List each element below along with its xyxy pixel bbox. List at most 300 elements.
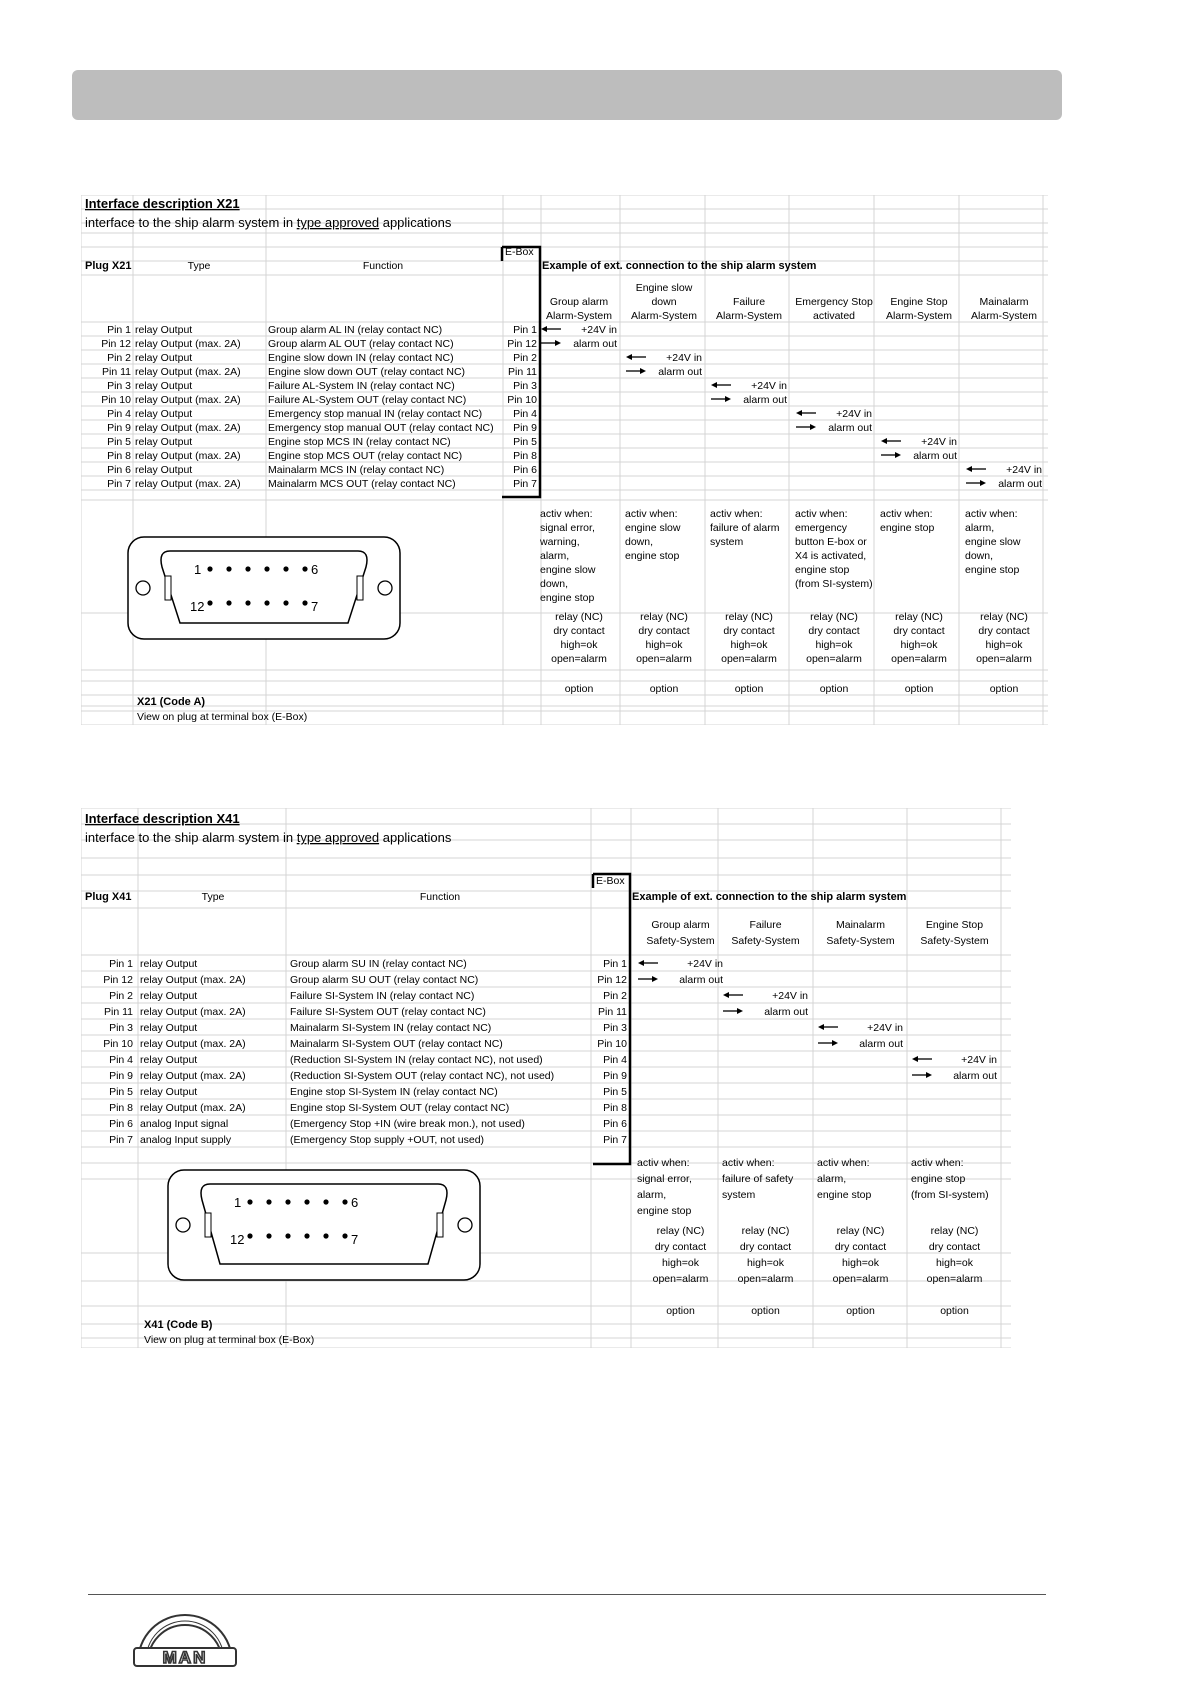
connector-code: X21 (Code A) (137, 696, 206, 708)
relay-text: open=alarm (926, 1273, 983, 1285)
row-pin: Pin 3 (107, 380, 131, 392)
activ-text: engine stop (880, 522, 935, 534)
row-function: (Emergency Stop +IN (wire break mon.), not used) (290, 1118, 525, 1130)
arrow-out-head (926, 1072, 932, 1078)
activ-text: failure of alarm (710, 522, 780, 534)
row-pin: Pin 8 (109, 1102, 133, 1114)
row-function: Mainalarm SI-System OUT (relay contact NC) (290, 1038, 503, 1050)
activ-text: activ when: (637, 1157, 690, 1169)
row-function: Engine stop MCS IN (relay contact NC) (268, 436, 451, 448)
arrow-out-head (980, 480, 986, 486)
view-note: View on plug at terminal box (E-Box) (144, 1334, 315, 1346)
activ-text: engine slow (540, 564, 596, 576)
header-bar (72, 70, 1062, 120)
relay-text: dry contact (553, 625, 605, 637)
row-function: (Reduction SI-System IN (relay contact NC), not used) (290, 1054, 543, 1066)
activ-text: engine stop (817, 1189, 872, 1201)
ebox-label: E-Box (505, 246, 534, 258)
row-function: Emergency stop manual IN (relay contact NC) (268, 408, 483, 420)
subtitle-underlined: type approved (296, 830, 380, 845)
relay-text: open=alarm (832, 1273, 889, 1285)
relay-text: relay (NC) (656, 1225, 705, 1237)
relay-text: open=alarm (551, 653, 607, 665)
col-type-header: Type (187, 260, 211, 272)
relay-text: high=ok (645, 639, 683, 651)
relay-text: relay (NC) (725, 611, 773, 623)
arrow-in-head (912, 1056, 918, 1062)
row-type: relay Output (140, 990, 198, 1002)
relay-text: dry contact (893, 625, 945, 637)
row-function: Group alarm AL OUT (relay contact NC) (268, 338, 454, 350)
pin-label-1: 1 (234, 1195, 242, 1210)
row-ebox-pin: Pin 4 (513, 408, 537, 420)
activ-text: engine slow (965, 536, 1021, 548)
activ-text: signal error, (540, 522, 595, 534)
relay-text: dry contact (928, 1241, 981, 1253)
relay-text: relay (NC) (810, 611, 858, 623)
label-24v-in: +24V in (836, 408, 872, 420)
label-alarm-out: alarm out (913, 450, 957, 462)
row-pin: Pin 10 (103, 1038, 133, 1050)
row-pin: Pin 12 (101, 338, 131, 350)
row-function: Mainalarm MCS OUT (relay contact NC) (268, 478, 456, 490)
relay-text: relay (NC) (930, 1225, 979, 1237)
row-type: relay Output (max. 2A) (140, 1070, 246, 1082)
pin-dot (302, 600, 307, 605)
mount-hole-left (136, 581, 150, 595)
row-ebox-pin: Pin 11 (508, 366, 537, 378)
sheet-svg (81, 808, 1011, 1348)
row-type: relay Output (max. 2A) (135, 338, 241, 350)
row-type: relay Output (max. 2A) (140, 1102, 246, 1114)
label-alarm-out: alarm out (998, 478, 1042, 490)
relay-text: dry contact (654, 1241, 707, 1253)
pin-dot (245, 600, 250, 605)
pin-label-6: 6 (311, 562, 319, 577)
option-text: option (666, 1305, 695, 1317)
row-pin: Pin 1 (107, 324, 131, 336)
arrow-in-head (638, 960, 644, 966)
system-header: Emergency Stop (795, 296, 873, 308)
arrow-out-head (652, 976, 658, 982)
relay-text: high=ok (730, 639, 768, 651)
system-header: Safety-System (646, 935, 715, 947)
system-header: Alarm-System (716, 310, 782, 322)
system-header: down (651, 296, 677, 308)
row-function: Group alarm AL IN (relay contact NC) (268, 324, 443, 336)
subtitle-text: interface to the ship alarm system in (85, 830, 297, 845)
row-ebox-pin: Pin 6 (603, 1118, 627, 1130)
row-function: (Reduction SI-System OUT (relay contact NC), not used) (290, 1070, 555, 1082)
activ-text: alarm, (637, 1189, 667, 1201)
option-text: option (734, 683, 764, 695)
row-pin: Pin 7 (107, 478, 131, 490)
subtitle-text: applications (379, 215, 452, 230)
activ-text: system (722, 1189, 756, 1201)
man-logo (130, 1600, 240, 1680)
pin-dot (342, 1233, 347, 1238)
relay-text: high=ok (746, 1257, 785, 1269)
table-subtitle (85, 830, 452, 845)
row-type: relay Output (135, 352, 193, 364)
pin-dot (302, 566, 307, 571)
pin-label-12: 12 (190, 599, 205, 614)
pin-label-6: 6 (351, 1195, 359, 1210)
relay-text: relay (NC) (555, 611, 603, 623)
relay-text: high=ok (815, 639, 853, 651)
pin-dot (283, 600, 288, 605)
subtitle-text: interface to the ship alarm system in (85, 215, 297, 230)
row-type: relay Output (140, 1086, 198, 1098)
activ-text: engine stop (795, 564, 850, 576)
mount-hole-left (176, 1218, 190, 1232)
pin-dot (323, 1233, 328, 1238)
label-alarm-out: alarm out (743, 394, 787, 406)
sheet-svg (81, 195, 1048, 725)
pin-dot (247, 1233, 252, 1238)
option-text: option (940, 1305, 969, 1317)
label-24v-in: +24V in (751, 380, 787, 392)
label-alarm-out: alarm out (859, 1038, 903, 1050)
relay-text: high=ok (560, 639, 598, 651)
relay-text: relay (NC) (980, 611, 1028, 623)
pin-dot (266, 1233, 271, 1238)
pin-dot (285, 1199, 290, 1204)
col-plug-header: Plug X41 (85, 891, 132, 903)
arrow-in-head (541, 326, 547, 332)
activ-text: X4 is activated, (795, 550, 867, 562)
activ-text: engine slow (625, 522, 681, 534)
arrow-out-head (640, 368, 646, 374)
connector-drawing (128, 537, 400, 639)
relay-text: relay (NC) (895, 611, 943, 623)
row-ebox-pin: Pin 6 (513, 464, 537, 476)
label-alarm-out: alarm out (764, 1006, 808, 1018)
row-function: Failure AL-System OUT (relay contact NC) (268, 394, 467, 406)
pin-dot (304, 1233, 309, 1238)
row-type: relay Output (max. 2A) (135, 366, 241, 378)
row-type: relay Output (135, 408, 193, 420)
option-text: option (904, 683, 934, 695)
activ-text: activ when: (911, 1157, 964, 1169)
example-header: Example of ext. connection to the ship alarm system (542, 260, 817, 272)
pin-dot (266, 1199, 271, 1204)
row-ebox-pin: Pin 7 (513, 478, 537, 490)
arrow-in-head (966, 466, 972, 472)
activ-text: emergency (795, 522, 847, 534)
relay-text: dry contact (638, 625, 690, 637)
pin-dot (304, 1199, 309, 1204)
option-text: option (989, 683, 1019, 695)
relay-text: relay (NC) (640, 611, 688, 623)
relay-text: dry contact (723, 625, 775, 637)
arrow-in-head (723, 992, 729, 998)
row-ebox-pin: Pin 9 (603, 1070, 627, 1082)
system-header: Failure (732, 296, 766, 308)
label-24v-in: +24V in (1006, 464, 1042, 476)
pin-label-1: 1 (194, 562, 202, 577)
row-function: Mainalarm SI-System IN (relay contact NC) (290, 1022, 492, 1034)
activ-text: button E-box or (795, 536, 867, 548)
pin-label-7: 7 (311, 599, 319, 614)
table-subtitle (85, 215, 452, 230)
relay-text: high=ok (935, 1257, 974, 1269)
activ-text: failure of safety (722, 1173, 794, 1185)
row-function: Failure SI-System OUT (relay contact NC) (290, 1006, 486, 1018)
label-24v-in: +24V in (772, 990, 808, 1002)
connector-code: X41 (Code B) (144, 1319, 213, 1331)
label-alarm-out: alarm out (658, 366, 702, 378)
row-type: relay Output (max. 2A) (140, 1038, 246, 1050)
system-header: Mainalarm (835, 919, 886, 931)
activ-text: activ when: (880, 508, 933, 520)
row-ebox-pin: Pin 4 (603, 1054, 627, 1066)
label-alarm-out: alarm out (953, 1070, 997, 1082)
arrow-in-head (626, 354, 632, 360)
system-header: Alarm-System (631, 310, 697, 322)
row-ebox-pin: Pin 2 (513, 352, 537, 364)
table-title: Interface description X41 (85, 811, 240, 826)
label-24v-in: +24V in (581, 324, 617, 336)
row-pin: Pin 4 (107, 408, 131, 420)
activ-text: activ when: (710, 508, 763, 520)
row-function: (Emergency Stop supply +OUT, not used) (290, 1134, 485, 1146)
row-pin: Pin 1 (109, 958, 133, 970)
example-header: Example of ext. connection to the ship alarm system (632, 891, 907, 903)
system-header: activated (812, 310, 856, 322)
label-24v-in: +24V in (867, 1022, 903, 1034)
pin-label-7: 7 (351, 1232, 359, 1247)
pin-label-12: 12 (230, 1232, 245, 1247)
activ-text: engine stop (540, 592, 595, 604)
label-alarm-out: alarm out (828, 422, 872, 434)
relay-text: relay (NC) (836, 1225, 885, 1237)
pin-dot (247, 1199, 252, 1204)
system-header: Group alarm (549, 296, 609, 308)
activ-text: activ when: (965, 508, 1018, 520)
activ-text: system (710, 536, 744, 548)
row-function: Engine slow down IN (relay contact NC) (268, 352, 454, 364)
pin-dot (226, 600, 231, 605)
arrow-in-head (711, 382, 717, 388)
system-header: Safety-System (731, 935, 800, 947)
row-function: Emergency stop manual OUT (relay contact NC) (268, 422, 494, 434)
row-function: Engine stop SI-System OUT (relay contact NC) (290, 1102, 510, 1114)
row-ebox-pin: Pin 12 (597, 974, 627, 986)
relay-text: dry contact (978, 625, 1030, 637)
row-pin: Pin 8 (107, 450, 131, 462)
guide-right (357, 576, 363, 600)
pin-dot (285, 1233, 290, 1238)
row-ebox-pin: Pin 2 (603, 990, 627, 1002)
row-ebox-pin: Pin 1 (513, 324, 537, 336)
relay-text: open=alarm (806, 653, 862, 665)
activ-text: down, (965, 550, 994, 562)
activ-text: alarm, (817, 1173, 847, 1185)
activ-text: alarm, (540, 550, 570, 562)
row-ebox-pin: Pin 10 (597, 1038, 627, 1050)
row-ebox-pin: Pin 7 (603, 1134, 627, 1146)
label-alarm-out: alarm out (573, 338, 617, 350)
row-type: relay Output (140, 1022, 198, 1034)
row-type: relay Output (135, 436, 193, 448)
relay-text: open=alarm (652, 1273, 709, 1285)
pin-dot (245, 566, 250, 571)
arrow-in-head (818, 1024, 824, 1030)
relay-text: high=ok (985, 639, 1023, 651)
row-type: relay Output (135, 380, 193, 392)
subtitle-text: applications (379, 830, 452, 845)
row-pin: Pin 9 (109, 1070, 133, 1082)
option-text: option (564, 683, 594, 695)
row-ebox-pin: Pin 11 (598, 1006, 627, 1018)
activ-text: activ when: (625, 508, 678, 520)
label-24v-in: +24V in (687, 958, 723, 970)
pin-dot (226, 566, 231, 571)
mount-hole-right (378, 581, 392, 595)
row-function: Engine slow down OUT (relay contact NC) (268, 366, 466, 378)
pin-dot (264, 600, 269, 605)
row-type: relay Output (135, 464, 193, 476)
activ-text: engine stop (637, 1205, 692, 1217)
row-type: relay Output (max. 2A) (135, 394, 241, 406)
row-function: Group alarm SU IN (relay contact NC) (290, 958, 467, 970)
row-function: Group alarm SU OUT (relay contact NC) (290, 974, 479, 986)
row-pin: Pin 12 (103, 974, 133, 986)
relay-text: high=ok (900, 639, 938, 651)
option-text: option (751, 1305, 780, 1317)
label-alarm-out: alarm out (679, 974, 723, 986)
row-pin: Pin 10 (101, 394, 131, 406)
row-pin: Pin 5 (109, 1086, 133, 1098)
relay-text: open=alarm (737, 1273, 794, 1285)
pin-dot (283, 566, 288, 571)
system-header: Failure (749, 919, 782, 931)
row-type: relay Output (max. 2A) (135, 478, 241, 490)
svg-text:MAN: MAN (162, 1648, 208, 1667)
activ-text: engine stop (911, 1173, 966, 1185)
row-pin: Pin 6 (107, 464, 131, 476)
activ-text: activ when: (795, 508, 848, 520)
row-type: relay Output (max. 2A) (135, 450, 241, 462)
system-header: Mainalarm (979, 296, 1029, 308)
view-note: View on plug at terminal box (E-Box) (137, 711, 308, 723)
col-plug-header: Plug X21 (85, 260, 132, 272)
activ-text: signal error, (637, 1173, 692, 1185)
man-logo-icon (130, 1600, 240, 1680)
relay-text: high=ok (661, 1257, 700, 1269)
activ-text: down, (625, 536, 654, 548)
arrow-out-head (895, 452, 901, 458)
row-ebox-pin: Pin 10 (507, 394, 537, 406)
activ-text: engine stop (625, 550, 680, 562)
table-title: Interface description X21 (85, 196, 240, 211)
system-header: Engine Stop (925, 919, 984, 931)
row-pin: Pin 11 (104, 1006, 133, 1018)
system-header: Group alarm (651, 919, 710, 931)
pin-dot (323, 1199, 328, 1204)
arrow-out-head (810, 424, 816, 430)
col-function-header: Function (419, 891, 461, 903)
activ-text: activ when: (817, 1157, 870, 1169)
label-24v-in: +24V in (961, 1054, 997, 1066)
footer-rule (88, 1594, 1046, 1595)
system-header: Engine Stop (890, 296, 948, 308)
label-24v-in: +24V in (921, 436, 957, 448)
row-function: Engine stop SI-System IN (relay contact NC) (290, 1086, 498, 1098)
pin-dot (207, 566, 212, 571)
ebox-label: E-Box (596, 875, 625, 887)
label-24v-in: +24V in (666, 352, 702, 364)
col-function-header: Function (362, 260, 404, 272)
activ-text: activ when: (722, 1157, 775, 1169)
row-function: Mainalarm MCS IN (relay contact NC) (268, 464, 445, 476)
col-type-header: Type (201, 891, 225, 903)
row-type: relay Output (max. 2A) (140, 974, 246, 986)
x41-interface-table (81, 808, 1011, 1348)
pin-dot (207, 600, 212, 605)
option-text: option (819, 683, 849, 695)
row-function: Engine stop MCS OUT (relay contact NC) (268, 450, 463, 462)
activ-text: alarm, (965, 522, 995, 534)
system-header: Safety-System (826, 935, 895, 947)
x21-interface-table (81, 195, 1048, 725)
option-text: option (649, 683, 679, 695)
relay-text: open=alarm (891, 653, 947, 665)
system-header: Alarm-System (971, 310, 1037, 322)
activ-text: engine stop (965, 564, 1020, 576)
activ-text: down, (540, 578, 569, 590)
row-pin: Pin 2 (107, 352, 131, 364)
activ-text: (from SI-system) (795, 578, 873, 590)
arrow-in-head (881, 438, 887, 444)
row-pin: Pin 6 (109, 1118, 133, 1130)
row-type: relay Output (135, 324, 193, 336)
arrow-out-head (832, 1040, 838, 1046)
subtitle-underlined: type approved (296, 215, 380, 230)
arrow-out-head (737, 1008, 743, 1014)
row-type: relay Output (max. 2A) (140, 1006, 246, 1018)
row-pin: Pin 3 (109, 1022, 133, 1034)
row-pin: Pin 7 (109, 1134, 133, 1146)
row-pin: Pin 4 (109, 1054, 133, 1066)
row-pin: Pin 5 (107, 436, 131, 448)
row-ebox-pin: Pin 3 (513, 380, 537, 392)
row-ebox-pin: Pin 8 (603, 1102, 627, 1114)
relay-text: dry contact (808, 625, 860, 637)
system-header: Alarm-System (546, 310, 612, 322)
relay-text: dry contact (739, 1241, 792, 1253)
option-text: option (846, 1305, 875, 1317)
relay-text: open=alarm (721, 653, 777, 665)
system-header: Alarm-System (886, 310, 952, 322)
relay-text: relay (NC) (741, 1225, 790, 1237)
guide-left (165, 576, 171, 600)
row-ebox-pin: Pin 1 (603, 958, 627, 970)
activ-text: (from SI-system) (911, 1189, 989, 1201)
relay-text: open=alarm (636, 653, 692, 665)
guide-right (437, 1213, 443, 1237)
row-pin: Pin 11 (102, 366, 131, 378)
activ-text: warning, (540, 536, 580, 548)
activ-text: activ when: (540, 508, 593, 520)
system-header: Safety-System (920, 935, 989, 947)
system-header: Engine slow (635, 282, 693, 294)
row-pin: Pin 2 (109, 990, 133, 1002)
pin-dot (342, 1199, 347, 1204)
row-type: analog Input supply (140, 1134, 232, 1146)
row-ebox-pin: Pin 5 (603, 1086, 627, 1098)
